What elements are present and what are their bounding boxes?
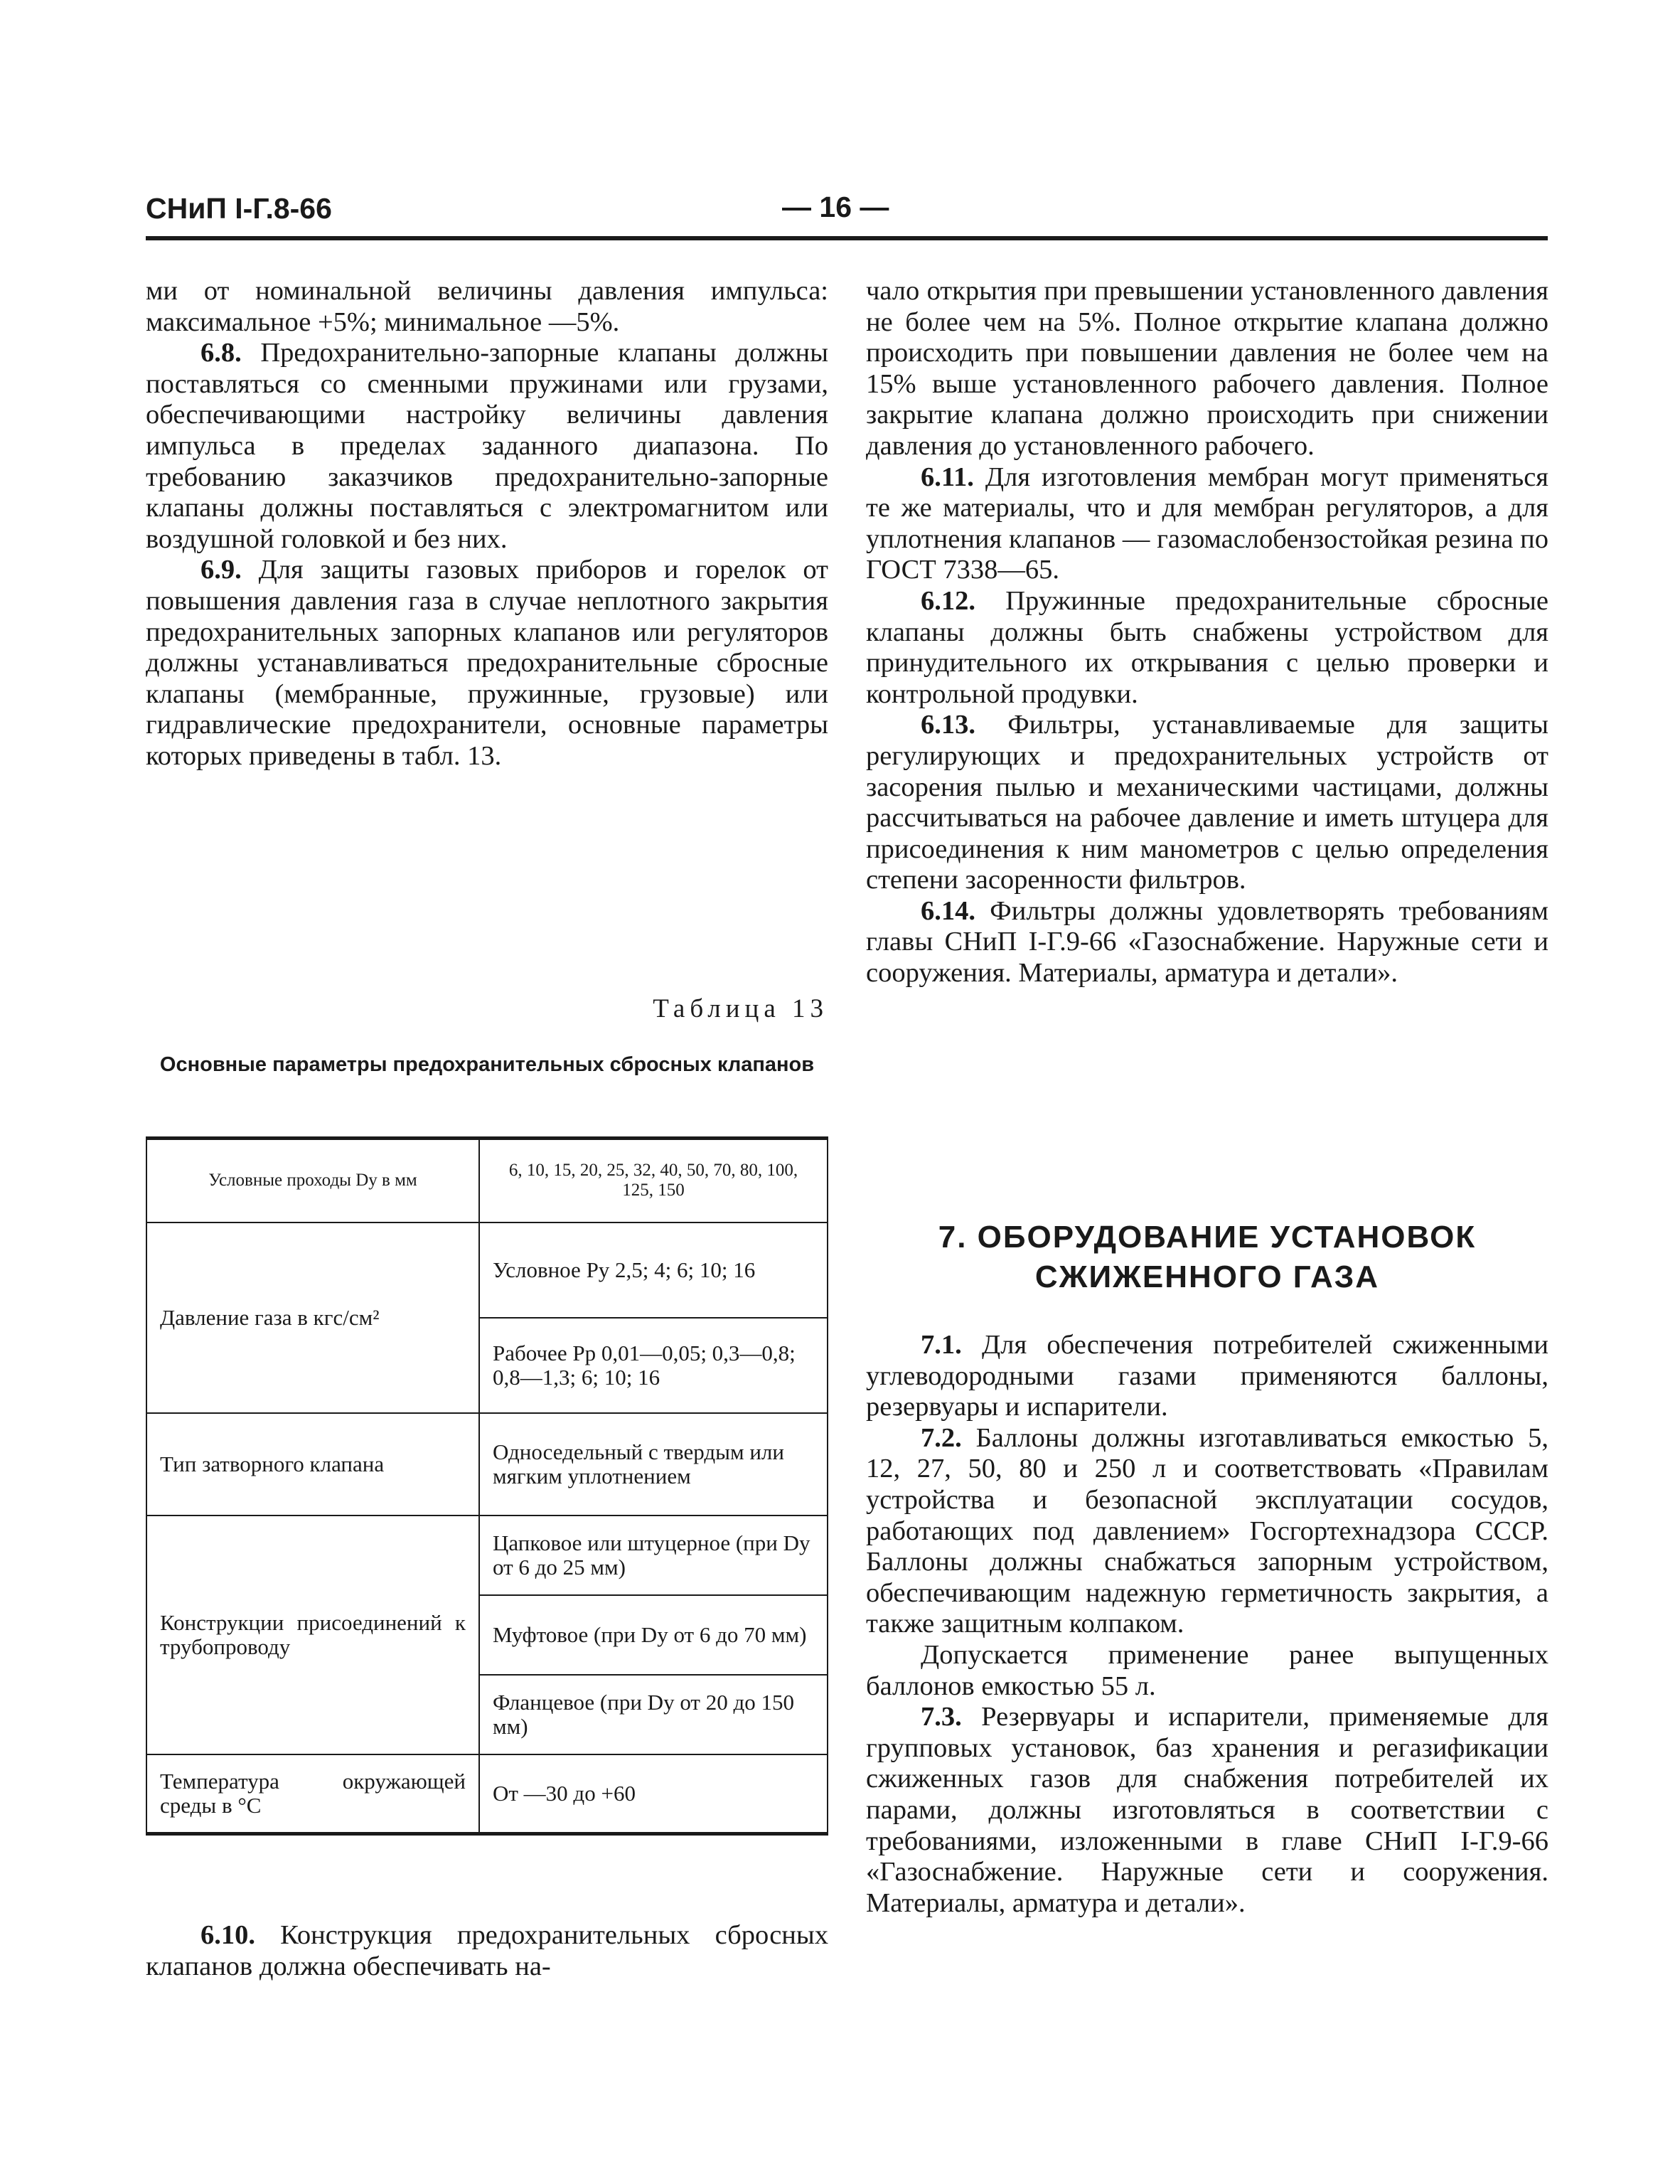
table-row	[146, 1754, 828, 1834]
paragraph-number: 6.13.	[921, 710, 975, 740]
paragraph-number: 6.11.	[921, 462, 974, 492]
paragraph-number: 6.14.	[921, 895, 975, 926]
table-cell: Муфтовое (при Dу от 6 до 70 мм)	[479, 1595, 828, 1675]
table-title: Основные параметры предохранительных сбросных клапанов	[159, 1053, 815, 1076]
table-cell: 6, 10, 15, 20, 25, 32, 40, 50, 70, 80, 100, 125, 150	[479, 1139, 828, 1222]
paragraph-7-2-note: Допускается применение ранее выпущенных баллонов емкостью 55 л.	[866, 1639, 1548, 1701]
table-row-label: Давление газа в кгс/см²	[146, 1222, 479, 1413]
header-rule	[146, 236, 1548, 240]
table-cell: Фланцевое (при Dу от 20 до 150 мм)	[479, 1675, 828, 1754]
table-row-label: Конструкции присоединений к трубопроводу	[146, 1516, 479, 1754]
table-cell: Условное Pу 2,5; 4; 6; 10; 16	[479, 1222, 828, 1318]
table-cell: Цапковое или штуцерное (при Dу от 6 до 25 мм)	[479, 1516, 828, 1595]
table-cell: Рабочее Pр 0,01—0,05; 0,3—0,8; 0,8—1,3; 6; 10; 16	[479, 1318, 828, 1413]
table-row-label: Тип затворного клапана	[146, 1413, 479, 1516]
paragraph-7-2: 7.2. Баллоны должны изготавливаться емкостью 5, 12, 27, 50, 80 и 250 л и соответствовать «Правилам устройства и безопасной эксплуатации сосудов, работающих под давлением» Госгортехнадзора СССР. Баллоны должны снабжаться запорным устройством, обеспечивающим надежную герметичность закрытия, а также защитным колпаком.	[866, 1422, 1549, 1639]
paragraph-6-12: 6.12. Пружинные предохранительные сбросные клапаны должны быть снабжены устройством для принудительного их открывания с целью проверки и контрольной продувки.	[866, 585, 1548, 709]
paragraph-number: 6.8.	[200, 338, 242, 368]
parameters-table	[146, 1136, 828, 1836]
table-row-label: Условные проходы Dу в мм	[146, 1139, 479, 1222]
section-title	[866, 1218, 1548, 1297]
table-row	[146, 1222, 828, 1318]
header-page-number: — 16 —	[782, 191, 889, 223]
header-code: СНиП I-Г.8-66	[146, 192, 332, 225]
paragraph-number: 6.9.	[200, 555, 242, 585]
paragraph-6-14: 6.14. Фильтры должны удовлетворять требованиям главы СНиП I-Г.9-66 «Газоснабжение. Наружные сети и сооружения. Материалы, арматура и детали».	[866, 895, 1549, 989]
paragraph-6-8: 6.8. Предохранительно-запорные клапаны должны поставляться со сменными пружинами или грузами, обеспечивающими настройку величины давления импульса в пределах заданного диапазона. По требованию заказчиков предохранительно-запорные клапаны должны поставляться с электромагнитом или воздушной головкой и без них.	[146, 338, 828, 554]
paragraph-number: 7.2.	[921, 1422, 962, 1453]
table-caption: Таблица 13	[653, 994, 828, 1023]
paragraph-6-9: 6.9. Для защиты газовых приборов и горелок от повышения давления газа в случае неплотного закрытия предохранительных запорных клапанов или регуляторов должны устанавливаться предохранительные сбросные клапаны (мембранные, пружинные, грузовые) или гидравлические предохранители, основные параметры которых приведены в табл. 13.	[146, 555, 828, 771]
paragraph-6-10: 6.10. Конструкция предохранительных сбросных клапанов должна обеспечивать на-	[146, 1920, 828, 1981]
table-cell: Односедельный с твердым или мягким уплотнением	[479, 1413, 828, 1516]
paragraph-6-11: 6.11. Для изготовления мембран могут применяться те же материалы, что и для мембран регуляторов, а для уплотнения клапанов — газомаслобензостойкая резина по ГОСТ 7338—65.	[866, 462, 1549, 585]
section-title-line: СЖИЖЕННОГО ГАЗА	[1034, 1259, 1380, 1294]
paragraph-number: 7.3.	[921, 1702, 962, 1732]
table-row	[146, 1413, 828, 1516]
left-column	[146, 276, 828, 772]
paragraph-7-1: 7.1. Для обеспечения потребителей сжиженными углеводородными газами применяются баллоны, резервуары и испарители.	[866, 1330, 1548, 1422]
paragraph-continuation: ми от номинальной величины давления импульса: максимальное +5%; минимальное —5%.	[146, 276, 828, 337]
paragraph-number: 6.10.	[200, 1920, 255, 1950]
section-7-body	[866, 1330, 1548, 1919]
paragraph-continuation: чало открытия при превышении установленного давления не более чем на 5%. Полное открытие клапана должно происходить при повышении давления не более чем на 15% выше установленного рабочего давления. Полное закрытие клапана должно происходить при снижении давления до установленного рабочего.	[866, 276, 1548, 461]
paragraph-number: 7.1.	[921, 1330, 962, 1360]
section-title-line: 7. ОБОРУДОВАНИЕ УСТАНОВОК	[938, 1220, 1477, 1255]
paragraph-7-3: 7.3. Резервуары и испарители, применяемые для групповых установок, баз хранения и регазификации сжиженных газов для снабжения потребителей их парами, должны изготовляться в соответствии с требованиями, изложенными в главе СНиП I-Г.9-66 «Газоснабжение. Наружные сети и сооружения. Материалы, арматура и детали».	[866, 1702, 1548, 1918]
right-column	[866, 276, 1548, 989]
left-column-bottom	[146, 1920, 828, 1982]
table-row	[146, 1516, 828, 1595]
table-row-label: Температура окружающей среды в °С	[146, 1754, 479, 1834]
paragraph-number: 6.12.	[921, 585, 975, 616]
table-cell: От —30 до +60	[479, 1754, 828, 1834]
table-row	[146, 1139, 828, 1222]
paragraph-6-13: 6.13. Фильтры, устанавливаемые для защиты регулирующих и предохранительных устройств от засорения пылью и механическими частицами, должны рассчитываться на рабочее давление и иметь штуцера для присоединения к ним манометров с целью определения степени засоренности фильтров.	[866, 710, 1548, 895]
